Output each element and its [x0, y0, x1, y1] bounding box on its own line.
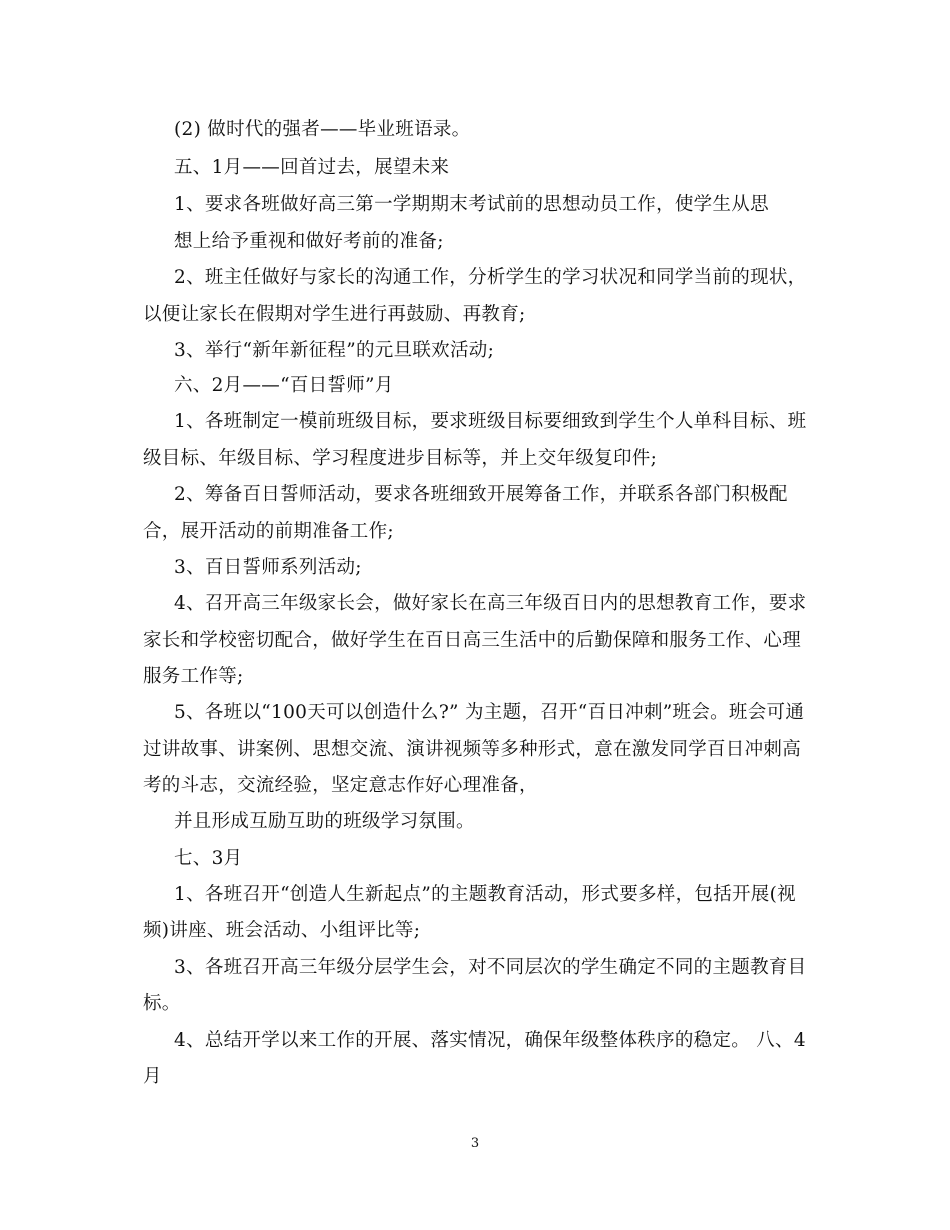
text-line: 3、举行“新年新征程”的元旦联欢活动;: [174, 340, 495, 361]
text-line: 1、各班制定一模前班级目标，要求班级目标要细致到学生个人单科目标、班: [174, 411, 807, 432]
text-line: 并且形成互励互助的班级学习氛围。: [174, 811, 475, 832]
text-line: 服务工作等;: [143, 666, 244, 687]
text-line: 想上给予重视和做好考前的准备;: [174, 231, 444, 252]
text-line: 级目标、年级目标、学习程度进步目标等，并上交年级复印件;: [143, 448, 658, 469]
text-line: 月: [143, 1066, 162, 1087]
text-line: 标。: [143, 993, 181, 1014]
text-line: 考的斗志，交流经验，坚定意志作好心理准备，: [143, 775, 538, 796]
text-line: 频)讲座、班会活动、小组评比等;: [143, 920, 421, 941]
text-line: 2、筹备百日誓师活动，要求各班细致开展筹备工作，并联系各部门积极配: [174, 484, 788, 505]
text-line: 3、各班召开高三年级分层学生会，对不同层次的学生确定不同的主题教育目: [174, 957, 807, 978]
text-line: 1、要求各班做好高三第一学期期末考试前的思想动员工作，使学生从思: [174, 194, 769, 215]
section-heading: 七、3月: [174, 848, 243, 869]
text-line: (2) 做时代的强者——毕业班语录。: [174, 119, 471, 140]
section-heading: 五、1月——回首过去，展望未来: [174, 157, 450, 178]
text-line: 4、召开高三年级家长会，做好家长在高三年级百日内的思想教育工作，要求: [174, 593, 807, 614]
text-line: 过讲故事、讲案例、思想交流、演讲视频等多种形式，意在激发同学百日冲刺高: [143, 739, 802, 760]
text-line: 合，展开活动的前期准备工作;: [143, 521, 394, 542]
text-line: 家长和学校密切配合，做好学生在百日高三生活中的后勤保障和服务工作、心理: [143, 630, 802, 651]
text-line: 3、百日誓师系列活动;: [174, 557, 362, 578]
page-number: 3: [470, 1136, 480, 1151]
text-line: 5、各班以“100天可以创造什么?” 为主题，召开“百日冲刺”班会。班会可通: [174, 702, 805, 723]
text-line: 以便让家长在假期对学生进行再鼓励、再教育;: [143, 304, 526, 325]
text-line: 4、总结开学以来工作的开展、落实情况，确保年级整体秩序的稳定。 八、4: [174, 1030, 806, 1051]
text-line: 1、各班召开“创造人生新起点”的主题教育活动，形式要多样，包括开展(视: [174, 884, 796, 905]
text-line: 2、班主任做好与家长的沟通工作，分析学生的学习状况和同学当前的现状，: [174, 267, 807, 288]
section-heading: 六、2月——“百日誓师”月: [174, 375, 394, 396]
